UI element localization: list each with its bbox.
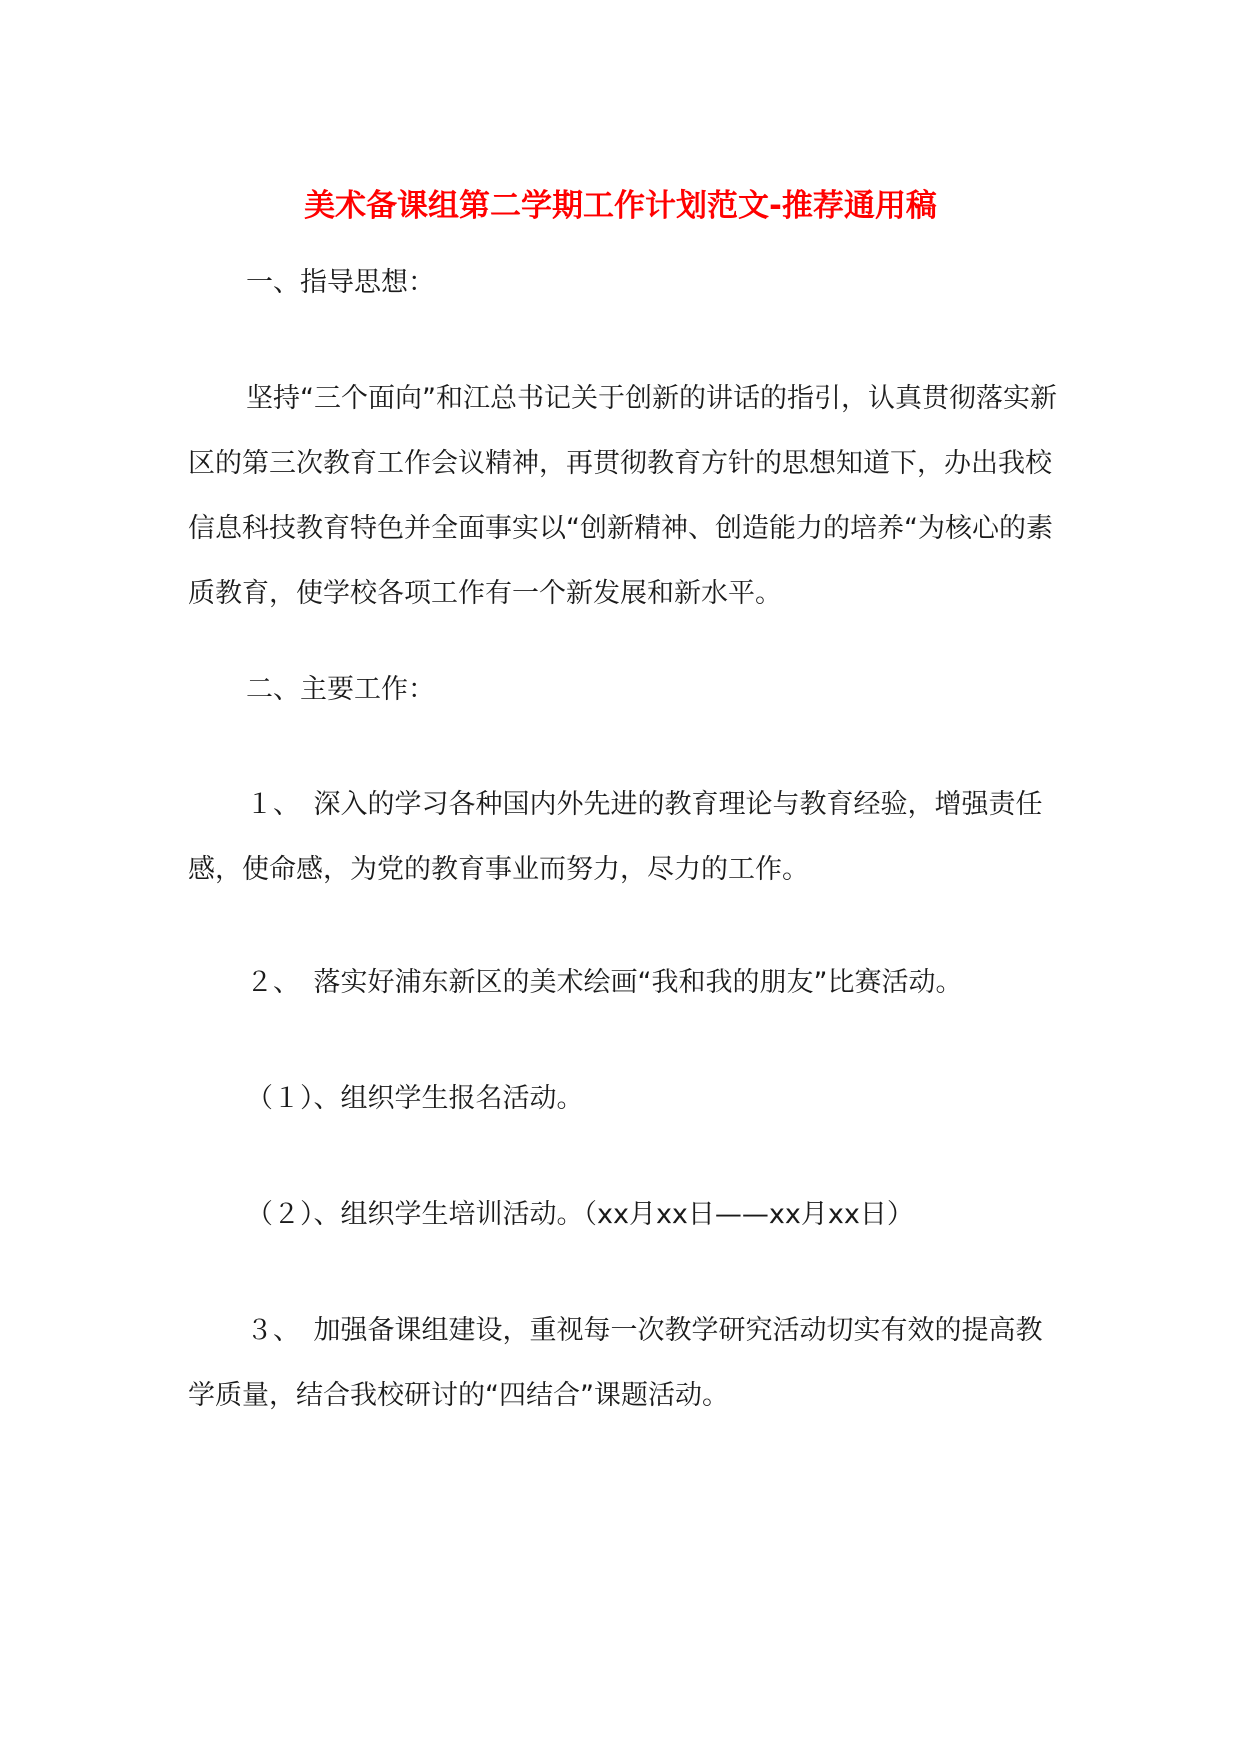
list-item-1: １、 深入的学习各种国内外先进的教育理论与教育经验，增强责任感，使命感，为党的教育事业而努力，尽力的工作。 xyxy=(188,789,1043,885)
paragraph-guiding-ideology: 坚持“三个面向”和江总书记关于创新的讲话的指引，认真贯彻落实新区的第三次教育工作会议精神，再贯彻教育方针的思想知道下，办出我校信息科技教育特色并全面事实以“创新精神、创造能力的培养“为核心的素质教育，使学校各项工作有一个新发展和新水平。 xyxy=(188,383,1057,609)
document-title: 美术备课组第二学期工作计划范文-推荐通用稿 xyxy=(304,187,937,224)
list-item-2-sub-2: （２）、组织学生培训活动。（xx月xx日——xx月xx日） xyxy=(246,1199,914,1230)
section-heading-guiding-ideology: 一、指导思想： xyxy=(246,267,435,298)
list-item-2-sub-1: （１）、组织学生报名活动。 xyxy=(246,1083,584,1114)
list-item-2: ２、 落实好浦东新区的美术绘画“我和我的朋友”比赛活动。 xyxy=(246,967,963,998)
list-item-3: ３、 加强备课组建设，重视每一次教学研究活动切实有效的提高教学质量，结合我校研讨的“四结合”课题活动。 xyxy=(188,1315,1043,1411)
section-heading-main-work: 二、主要工作： xyxy=(246,674,435,705)
